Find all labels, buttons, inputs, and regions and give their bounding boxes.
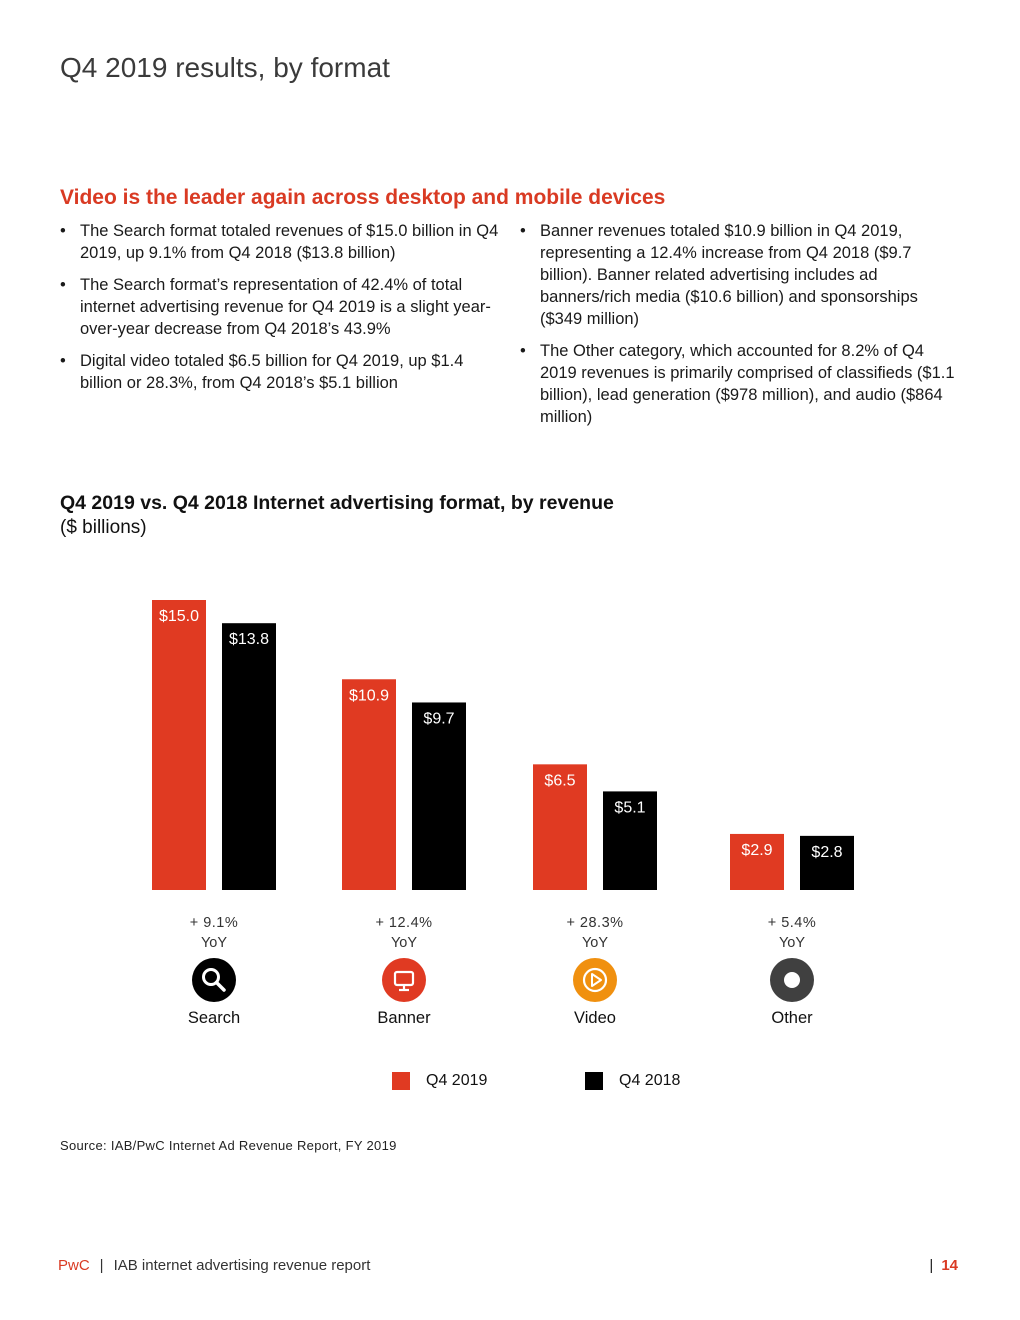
yoy-unit-label: YoY [778,935,806,951]
data-label: $5.1 [614,799,646,817]
bullet-item: • Banner revenues totaled $10.9 billion in Q4 2019, representing a 12.4% increase from Q4 2018 ($9.7 billion). Banner related advertising includes ad banners/rich media ($10.6 billion) and sponsorships ($349 million) [520,220,960,330]
legend-swatch [392,1072,410,1090]
footer-brand: PwC [58,1257,90,1274]
chart-title: Q4 2019 vs. Q4 2018 Internet advertising format, by revenue [60,492,614,514]
yoy-growth-label: + 12.4% [375,915,433,931]
page-number: 14 [941,1257,958,1274]
bullet-item: • The Search format totaled revenues of $15.0 billion in Q4 2019, up 9.1% from Q4 2018 ($13.8 billion) [60,220,510,264]
yoy-growth-label: + 5.4% [767,915,817,931]
data-label: $15.0 [158,608,200,625]
bullet-list-left [60,220,510,404]
footer-separator: | [99,1257,104,1274]
chart-subtitle: ($ billions) [60,517,147,538]
bullet-item: • The Search format’s representation of 42.4% of total internet advertising revenue for Q4 2019 is a slight year-over-year decrease from Q4 2018’s 43.9% [60,274,510,340]
bar-q4-2018 [412,702,466,890]
data-label: $6.5 [544,772,576,790]
category-label: Banner [377,1009,431,1027]
yoy-growth-label: + 28.3% [566,915,624,931]
bar-q4-2018 [222,623,276,890]
ring-icon-center [784,972,800,988]
legend-label: Q4 2019 [426,1072,488,1089]
legend-item-q4-2018 [585,1072,680,1090]
data-label: $10.9 [348,687,390,705]
legend-label: Q4 2018 [619,1072,681,1089]
bullet-item: • Digital video totaled $6.5 billion for Q4 2019, up $1.4 billion or 28.3%, from Q4 2018’s $5.1 billion [60,350,510,394]
legend-swatch [585,1072,603,1090]
bar-chart [0,560,1020,1040]
search-icon [192,958,236,1002]
yoy-unit-label: YoY [581,935,609,951]
footer-page [929,1257,958,1274]
legend-item-q4-2019 [392,1072,487,1090]
data-label: $13.8 [228,631,270,649]
section-heading: Video is the leader again across desktop and mobile devices [60,186,666,209]
category-label: Other [771,1009,813,1027]
data-label: $2.9 [741,841,773,859]
bullet-list-right [520,220,960,438]
footer [58,1257,370,1274]
page-title: Q4 2019 results, by format [60,52,390,83]
category-label: Search [187,1009,241,1027]
bullet-item: • The Other category, which accounted for 8.2% of Q4 2019 revenues is primarily comprised of classifieds ($1.1 billion), lead generation ($978 million), and audio ($864 million) [520,340,960,428]
yoy-unit-label: YoY [200,935,228,951]
source-note: Source: IAB/PwC Internet Ad Revenue Report, FY 2019 [60,1138,397,1153]
yoy-unit-label: YoY [390,935,418,951]
bar-q4-2019 [342,679,396,890]
yoy-growth-label: + 9.1% [189,915,239,931]
footer-report-title: IAB internet advertising revenue report [113,1257,371,1274]
bar-q4-2019 [152,600,206,890]
data-label: $2.8 [811,843,843,861]
monitor-icon [382,958,426,1002]
data-label: $9.7 [423,710,455,728]
footer-separator: | [929,1257,934,1274]
category-label: Video [574,1009,616,1027]
play-icon [573,958,617,1002]
